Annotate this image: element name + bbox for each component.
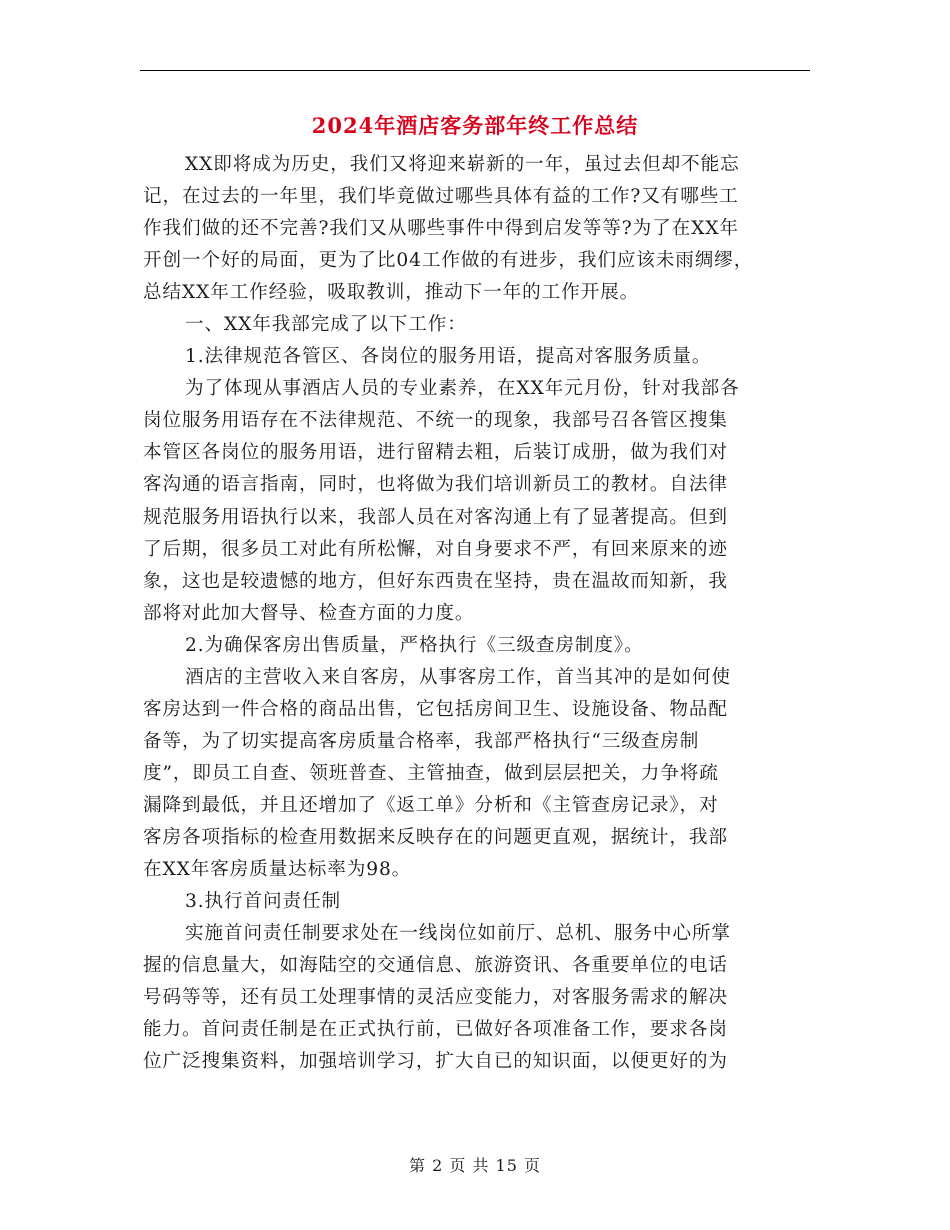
body-line: 号码等等，还有员工处理事情的灵活应变能力，对客服务需求的解决 [143, 987, 728, 1009]
body-line: 记，在过去的一年里，我们毕竟做过哪些具体有益的工作?又有哪些工 [143, 186, 739, 208]
page-number-footer: 第 2 页 共 15 页 [409, 1156, 541, 1175]
body-line: 为了体现从事酒店人员的专业素养，在XX年元月份，针对我部各 [185, 378, 740, 400]
document-body [143, 149, 810, 1078]
body-line: 岗位服务用语存在不法律规范、不统一的现象，我部号召各管区搜集 [143, 410, 728, 432]
body-line: 酒店的主营收入来自客房，从事客房工作，首当其冲的是如何使 [185, 666, 731, 688]
body-line: 位广泛搜集资料，加强培训学习，扩大自已的知识面，以便更好的为 [143, 1051, 728, 1073]
body-line: 作我们做的还不完善?我们又从哪些事件中得到启发等等?为了在XX年 [143, 218, 739, 240]
body-line: 象，这也是较遗憾的地方，但好东西贵在坚持，贵在温故而知新，我 [143, 570, 728, 592]
body-line: 1.法律规范各管区、各岗位的服务用语，提高对客服务质量。 [185, 346, 712, 368]
body-line: 握的信息量大，如海陆空的交通信息、旅游资讯、各重要单位的电话 [143, 955, 728, 977]
body-line: 能力。首问责任制是在正式执行前，已做好各项准备工作，要求各岗 [143, 1019, 728, 1041]
body-line: 在XX年客房质量达标率为98。 [143, 859, 412, 881]
body-line: 本管区各岗位的服务用语，进行留精去粗，后装订成册，做为我们对 [143, 442, 728, 464]
body-line: 一、XX年我部完成了以下工作： [185, 314, 467, 336]
body-line: 开创一个好的局面，更为了比04工作做的有进步，我们应该未雨绸缪， [143, 250, 754, 272]
body-line: 客沟通的语言指南，同时，也将做为我们培训新员工的教材。自法律 [143, 474, 728, 496]
body-line: 2.为确保客房出售质量，严格执行《三级查房制度》。 [185, 634, 644, 656]
body-line: 部将对此加大督导、检查方面的力度。 [143, 602, 475, 624]
body-line: 漏降到最低，并且还增加了《返工单》分析和《主管查房记录》，对 [143, 794, 719, 816]
body-line: 总结XX年工作经验，吸取教训，推动下一年的工作开展。 [143, 282, 640, 304]
body-line: 实施首问责任制要求处在一线岗位如前厅、总机、服务中心所掌 [185, 923, 731, 945]
body-line: 客房各项指标的检查用数据来反映存在的问题更直观，据统计，我部 [143, 826, 728, 848]
body-line: 备等，为了切实提高客房质量合格率，我部严格执行“三级查房制 [143, 730, 700, 752]
body-line: 度”，即员工自查、领班普查、主管抽查，做到层层把关，力争将疏 [143, 762, 719, 784]
body-line: XX即将成为历史，我们又将迎来崭新的一年，虽过去但却不能忘 [185, 154, 740, 175]
body-line: 了后期，很多员工对此有所松懈，对自身要求不严，有回来原来的迹 [143, 538, 728, 560]
header-rule [140, 70, 810, 71]
body-line: 规范服务用语执行以来，我部人员在对客沟通上有了显著提高。但到 [143, 506, 728, 528]
body-line: 客房达到一件合格的商品出售，它包括房间卫生、设施设备、物品配 [143, 698, 728, 720]
body-line: 3.执行首问责任制 [185, 891, 341, 913]
document-title: 2024年酒店客务部年终工作总结 [311, 113, 639, 138]
